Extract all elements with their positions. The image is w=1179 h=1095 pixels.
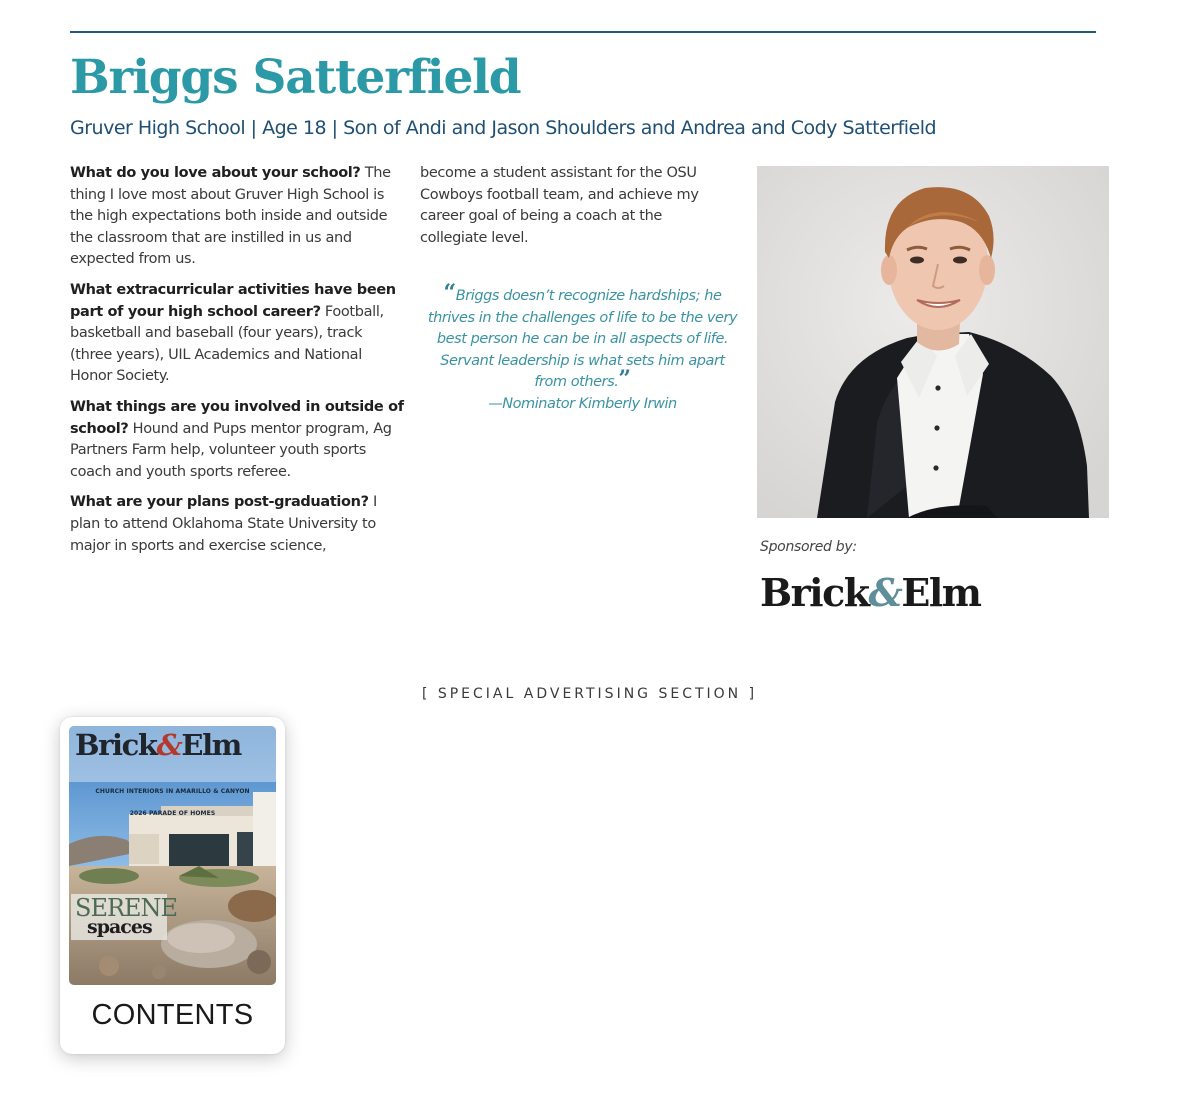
- qa-item: [70, 163, 408, 271]
- qa-question: What extracurricular activities have been part of your high school career?: [70, 281, 396, 320]
- cover-feature-word-2: spaces: [87, 916, 152, 938]
- open-quote-mark: “: [443, 280, 456, 306]
- profile-subtitle: Gruver High School | Age 18 | Son of Andi and Jason Shoulders and Andrea and Cody Satterfield: [70, 117, 937, 139]
- special-advertising-section-label: [ SPECIAL ADVERTISING SECTION ]: [421, 686, 758, 702]
- magazine-cover-thumbnail[interactable]: [69, 726, 276, 985]
- qa-column-left: [70, 163, 408, 566]
- qa-question: What things are you involved in outside of school?: [70, 398, 404, 437]
- cover-headline-2: 2026 PARADE OF HOMES: [129, 810, 216, 817]
- close-quote-mark: ”: [618, 366, 631, 393]
- portrait-photo: [757, 166, 1109, 518]
- pull-quote-text: Briggs doesn’t recognize hardships; he thrives in the challenges of life to be the very best person he can be in all aspects of life. Servant leadership is what sets him apart from others.: [427, 288, 738, 391]
- cover-masthead: [75, 728, 241, 762]
- contents-button[interactable]: [60, 717, 285, 1054]
- qa-answer: Football, basketball and baseball (four years), track (three years), UIL Academics and National Honor Society.: [70, 303, 384, 385]
- pull-quote-attribution: —Nominator Kimberly Irwin: [488, 395, 677, 412]
- brick-and-elm-logo: [760, 570, 980, 615]
- qa-answer: I plan to attend Oklahoma State University to major in sports and exercise science,: [70, 494, 377, 554]
- qa-answer: Hound and Pups mentor program, Ag Partners Farm help, volunteer youth sports coach and youth sports referee.: [70, 420, 392, 480]
- sponsored-by-label: Sponsored by:: [760, 539, 857, 555]
- qa-column-right: [420, 163, 720, 258]
- logo-ampersand: &: [868, 570, 902, 615]
- profile-name: Briggs Satterfield: [70, 50, 521, 105]
- logo-word-right: Elm: [901, 570, 981, 615]
- cover-masthead-right: Elm: [181, 728, 241, 762]
- cover-feature-title: [71, 894, 178, 940]
- qa-item: [70, 280, 408, 388]
- qa-answer: The thing I love most about Gruver High School is the high expectations both inside and outside the classroom that are instilled in us and expected from us.: [70, 165, 391, 268]
- qa-item: [70, 397, 408, 483]
- cover-masthead-amp: &: [156, 728, 182, 762]
- qa-item: [70, 492, 408, 557]
- cover-masthead-left: Brick: [75, 728, 157, 762]
- contents-label[interactable]: CONTENTS: [91, 999, 254, 1031]
- logo-word-left: Brick: [760, 570, 869, 615]
- cover-feature-word-1: SERENE: [75, 894, 178, 922]
- cover-headline-1: CHURCH INTERIORS IN AMARILLO & CANYON: [95, 788, 250, 795]
- qa-question: What do you love about your school?: [70, 165, 361, 181]
- qa-question: What are your plans post-graduation?: [70, 494, 369, 511]
- qa-continued-text: become a student assistant for the OSU Cowboys football team, and achieve my career goal of being a coach at the collegiate level.: [420, 165, 699, 246]
- pull-quote: [425, 280, 740, 416]
- top-divider: [70, 31, 1096, 33]
